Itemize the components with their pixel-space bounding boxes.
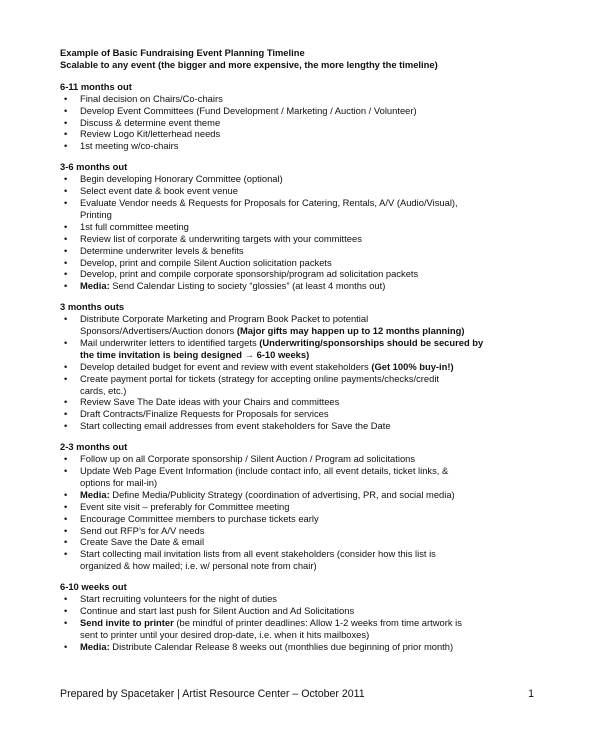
task-item [60, 117, 540, 129]
bullet-icon: • [64, 640, 68, 652]
task-text: Review Logo Kit/letterhead needs [80, 128, 221, 140]
bullet-icon: • [64, 500, 68, 512]
section-heading: 6-10 weeks out [60, 581, 127, 593]
document-title [60, 47, 540, 72]
task-text: Evaluate Vendor needs & Requests for Proposals for Catering, Rentals, A/V (Audio/Visual), Printing [80, 196, 458, 220]
task-text: Mail underwriter letters to identified targets [80, 336, 260, 348]
bullet-icon: • [64, 185, 68, 197]
bullet-icon: • [64, 140, 68, 152]
page-footer [60, 688, 534, 701]
bullet-icon: • [64, 593, 68, 605]
task-item [60, 128, 540, 140]
task-list [60, 453, 540, 572]
task-text: Follow up on all Corporate sponsorship / Silent Auction / Program ad solicitations [80, 453, 416, 465]
task-item [60, 280, 540, 292]
bullet-icon: • [64, 420, 68, 432]
task-item [60, 593, 540, 605]
task-text: 1st meeting w/co-chairs [80, 140, 179, 152]
footer-text: Prepared by Spacetaker | Artist Resource Center – October 2011 [60, 688, 365, 700]
task-item [60, 313, 540, 337]
timeline-section [60, 441, 540, 572]
task-list [60, 313, 540, 432]
task-text: Review list of corporate & underwriting targets with your committees [80, 232, 362, 244]
task-list [60, 173, 540, 292]
task-emphasis: Media: [80, 640, 110, 652]
bullet-icon: • [64, 244, 68, 256]
task-text: Update Web Page Event Information (include contact info, all event details, ticket links, & options for mail-in) [80, 465, 449, 488]
bullet-icon: • [64, 92, 68, 104]
task-text: Encourage Committee members to purchase tickets early [80, 512, 319, 524]
bullet-icon: • [64, 453, 68, 465]
task-text: Send Calendar Listing to society “glossies” (at least 4 months out) [109, 280, 386, 292]
task-item [60, 337, 540, 361]
section-heading: 6-11 months out [60, 80, 132, 92]
task-text: Determine underwriter levels & benefits [80, 244, 244, 256]
task-emphasis: (Underwriting/sponsorships should be secured by the time invitation is being designed → 6-10 weeks) [80, 336, 484, 360]
bullet-icon: • [64, 488, 68, 500]
section-heading: 3-6 months out [60, 161, 128, 173]
task-item [60, 140, 540, 152]
task-text: Start collecting email addresses from event stakeholders for Save the Date [80, 420, 391, 432]
task-item [60, 513, 540, 525]
task-item [60, 605, 540, 617]
task-emphasis: (Major gifts may happen up to 12 months planning) [236, 325, 465, 337]
task-item [60, 245, 540, 257]
task-item [60, 501, 540, 513]
task-item [60, 396, 540, 408]
timeline-section [60, 161, 540, 292]
task-item [60, 197, 540, 221]
bullet-icon: • [64, 280, 68, 292]
task-item [60, 536, 540, 548]
title-line-2: Scalable to any event (the bigger and more expensive, the more lengthy the timeline) [60, 59, 438, 71]
task-text: Begin developing Honorary Committee (optional) [80, 173, 283, 185]
task-text: Draft Contracts/Finalize Requests for Proposals for services [80, 408, 329, 420]
task-text: Create payment portal for tickets (strategy for accepting online payments/checks/credit cards, etc.) [80, 372, 440, 396]
task-item [60, 361, 540, 373]
bullet-icon: • [64, 360, 68, 372]
task-emphasis: (Get 100% buy-in!) [371, 360, 454, 372]
title-line-1: Example of Basic Fundraising Event Planning Timeline [60, 47, 305, 58]
task-text: Develop, print and compile corporate sponsorship/program ad solicitation packets [80, 268, 419, 280]
task-item [60, 373, 540, 397]
page-number: 1 [528, 688, 534, 700]
task-list [60, 93, 540, 153]
bullet-icon: • [64, 313, 68, 325]
bullet-icon: • [64, 372, 68, 384]
bullet-icon: • [64, 604, 68, 616]
task-item [60, 185, 540, 197]
task-item [60, 641, 540, 653]
task-item [60, 489, 540, 501]
bullet-icon: • [64, 548, 68, 560]
task-item [60, 617, 540, 641]
task-text: Distribute Corporate Marketing and Program Book Packet to potential Sponsors/Advertisers/Auction donors [80, 313, 369, 337]
bullet-icon: • [64, 408, 68, 420]
task-text: Develop Event Committees (Fund Development / Marketing / Auction / Volunteer) [80, 104, 417, 116]
task-text: Final decision on Chairs/Co-chairs [80, 92, 223, 104]
task-text: Distribute Calendar Release 8 weeks out (monthlies due beginning of prior month) [109, 640, 454, 652]
bullet-icon: • [64, 256, 68, 268]
task-text: Select event date & book event venue [80, 185, 238, 197]
task-emphasis: Media: [80, 488, 110, 500]
task-item [60, 105, 540, 117]
task-text: 1st full committee meeting [80, 220, 189, 232]
timeline-section [60, 81, 540, 152]
task-item [60, 221, 540, 233]
bullet-icon: • [64, 196, 68, 208]
task-item [60, 173, 540, 185]
task-text: Send out RFP’s for A/V needs [80, 524, 205, 536]
task-text: Review Save The Date ideas with your Chairs and committees [80, 396, 340, 408]
task-list [60, 593, 540, 653]
task-text: Event site visit – preferably for Committee meeting [80, 500, 290, 512]
bullet-icon: • [64, 232, 68, 244]
task-emphasis: Send invite to printer [80, 616, 174, 628]
bullet-icon: • [64, 616, 68, 628]
task-text: Develop, print and compile Silent Auction solicitation packets [80, 256, 332, 268]
task-text: Start recruiting volunteers for the night of duties [80, 593, 277, 605]
bullet-icon: • [64, 104, 68, 116]
task-item [60, 257, 540, 269]
bullet-icon: • [64, 268, 68, 280]
bullet-icon: • [64, 173, 68, 185]
bullet-icon: • [64, 536, 68, 548]
task-item [60, 525, 540, 537]
bullet-icon: • [64, 512, 68, 524]
task-text: Define Media/Publicity Strategy (coordination of advertising, PR, and social media) [109, 488, 455, 500]
task-item [60, 93, 540, 105]
timeline-sections [60, 81, 540, 653]
section-heading: 2-3 months out [60, 441, 128, 453]
task-item [60, 420, 540, 432]
bullet-icon: • [64, 220, 68, 232]
task-item [60, 453, 540, 465]
task-item [60, 233, 540, 245]
task-item [60, 465, 540, 489]
timeline-section [60, 301, 540, 432]
task-text: Develop detailed budget for event and review with event stakeholders [80, 360, 372, 372]
task-text: (be mindful of printer deadlines: Allow 1-2 weeks from time artwork is sent to printer until your desired drop-date, i.e. when it hits mailboxes) [80, 616, 462, 640]
task-text: Create Save the Date & email [80, 536, 205, 548]
bullet-icon: • [64, 465, 68, 476]
bullet-icon: • [64, 396, 68, 408]
task-item [60, 268, 540, 280]
bullet-icon: • [64, 116, 68, 128]
bullet-icon: • [64, 128, 68, 140]
task-emphasis: Media: [80, 280, 110, 292]
bullet-icon: • [64, 336, 68, 348]
section-heading: 3 months outs [60, 301, 125, 313]
task-item [60, 548, 540, 572]
bullet-icon: • [64, 524, 68, 536]
task-text: Continue and start last push for Silent Auction and Ad Solicitations [80, 604, 355, 616]
task-text: Start collecting mail invitation lists from all event stakeholders (consider how this list is organized & how mailed; i.e. w/ personal note from chair) [80, 548, 436, 572]
timeline-section [60, 581, 540, 652]
task-text: Discuss & determine event theme [80, 116, 221, 128]
task-item [60, 408, 540, 420]
